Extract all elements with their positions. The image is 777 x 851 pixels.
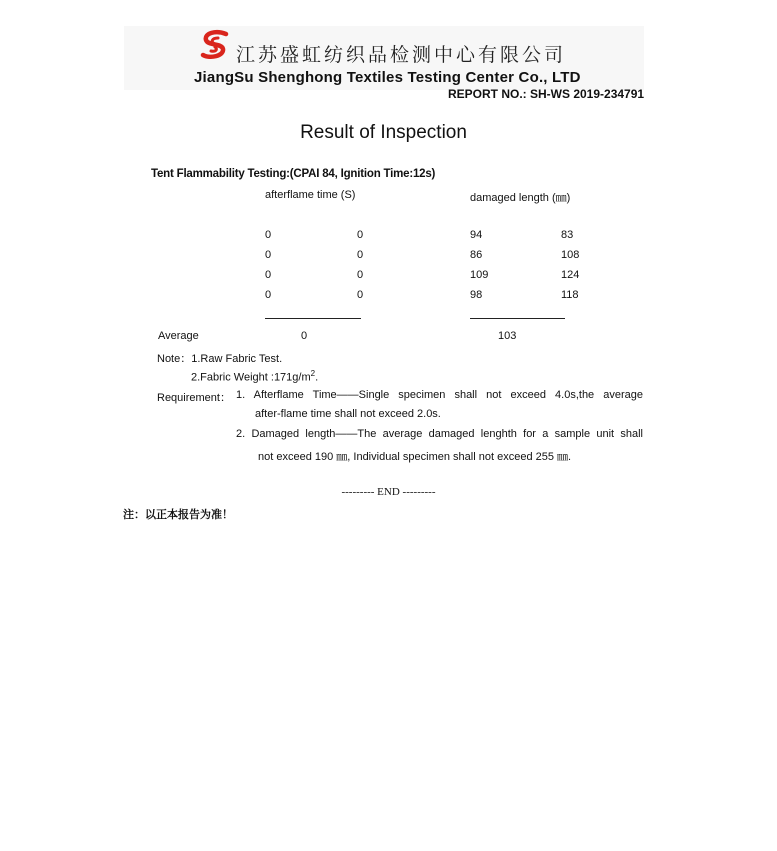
table-cell: 0 <box>357 289 364 301</box>
table-cell: 0 <box>265 289 272 301</box>
page-title: Result of Inspection <box>300 122 467 143</box>
table-cell: 0 <box>265 229 272 241</box>
note-2-text: 2.Fabric Weight :171g/m <box>191 371 311 384</box>
note-line-2 <box>191 369 318 384</box>
table-cell: 94 <box>470 229 483 241</box>
note-1-text: 1.Raw Fabric Test. <box>191 353 283 365</box>
requirement-1-line-a: 1. Afterflame Time——Single specimen shall not exceed 4.0s,the average <box>236 389 643 401</box>
table-cell: 109 <box>470 269 489 281</box>
requirement-1-line-b: after-flame time shall not exceed 2.0s. <box>255 408 441 420</box>
table-cell: 98 <box>470 289 483 301</box>
company-name-chinese: 江苏盛虹纺织品检测中心有限公司 <box>236 44 567 66</box>
note-label: Note： <box>157 353 192 365</box>
table-cell: 0 <box>265 269 272 281</box>
table-cell: 0 <box>265 249 272 261</box>
report-number: REPORT NO.: SH-WS 2019-234791 <box>448 87 645 101</box>
table-cell: 83 <box>561 229 574 241</box>
note-line-1 <box>157 350 282 366</box>
afterflame-column-header: afterflame time (S) <box>265 189 356 201</box>
average-label: Average <box>158 330 199 342</box>
average-afterflame-value: 0 <box>301 330 308 342</box>
table-cell: 118 <box>561 289 579 301</box>
company-logo <box>198 29 234 63</box>
requirement-2-line-a: 2. Damaged length——The average damaged lenghth for a sample unit shall <box>236 428 643 440</box>
table-cell: 86 <box>470 249 483 261</box>
note-2-end: . <box>315 371 319 384</box>
end-marker: --------- END --------- <box>341 486 436 498</box>
test-heading: Tent Flammability Testing:(CPAI 84, Ignition Time:12s) <box>151 168 436 180</box>
company-name-english: JiangSu Shenghong Textiles Testing Center Co., LTD <box>194 69 581 86</box>
table-cell: 0 <box>357 229 364 241</box>
table-cell: 0 <box>357 269 364 281</box>
table-cell: 108 <box>561 249 580 261</box>
sum-rule-afterflame <box>265 318 361 319</box>
requirement-2-line-b: not exceed 190 ㎜, Individual specimen shall not exceed 255 ㎜. <box>258 451 572 463</box>
note-2-superscript: 2 <box>310 369 316 378</box>
requirement-label: Requirement： <box>157 392 231 404</box>
footer-note: 注：以正本报告为准！ <box>123 508 233 521</box>
damaged-length-column-header: damaged length (㎜) <box>470 192 571 204</box>
sum-rule-damaged <box>470 318 565 319</box>
table-cell: 124 <box>561 269 580 281</box>
average-damaged-value: 103 <box>498 330 517 342</box>
table-cell: 0 <box>357 249 364 261</box>
